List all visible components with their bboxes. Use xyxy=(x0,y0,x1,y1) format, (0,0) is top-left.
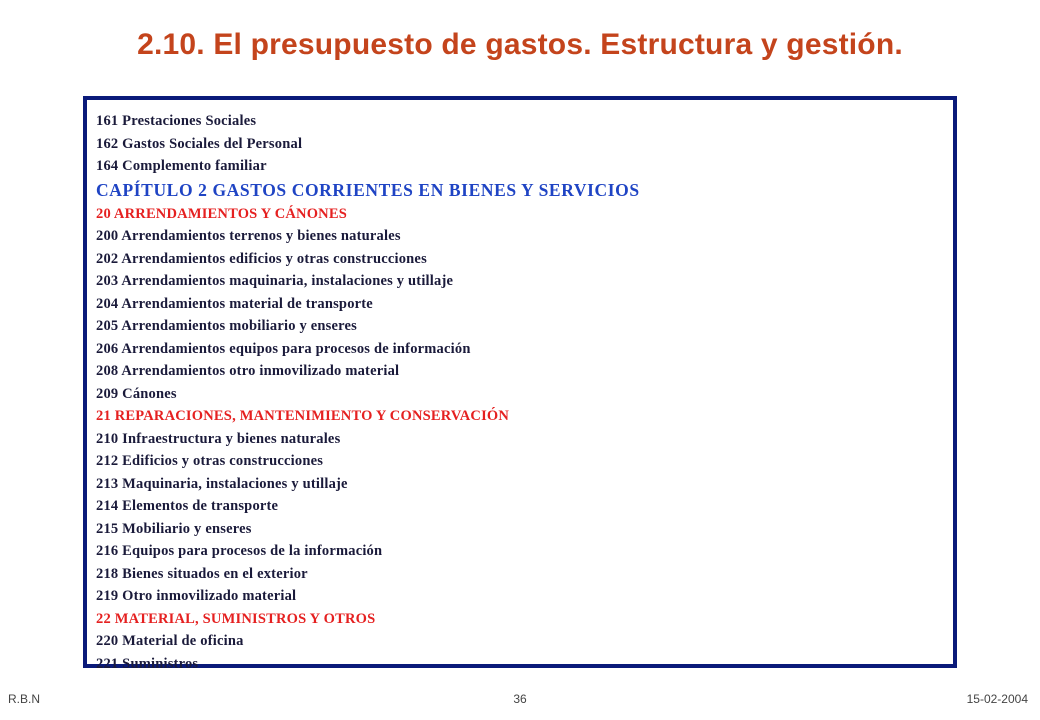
budget-line-item: 221 Suministros xyxy=(96,655,199,672)
budget-line-item: 208 Arrendamientos otro inmovilizado material xyxy=(96,363,400,379)
budget-line-item: 212 Edificios y otras construcciones xyxy=(96,453,324,469)
budget-line-item: 214 Elementos de transporte xyxy=(96,498,279,514)
budget-line-item: 162 Gastos Sociales del Personal xyxy=(96,135,303,152)
budget-line-item: 203 Arrendamientos maquinaria, instalaciones y utillaje xyxy=(96,273,454,289)
budget-line-item: 200 Arrendamientos terrenos y bienes naturales xyxy=(96,228,401,244)
budget-line-item: 161 Prestaciones Sociales xyxy=(96,113,257,129)
slide-title: 2.10. El presupuesto de gastos. Estructura y gestión. xyxy=(137,28,903,61)
budget-line-item: 216 Equipos para procesos de la información xyxy=(96,543,383,559)
budget-line-item: 220 Material de oficina xyxy=(96,633,244,649)
budget-list-box xyxy=(83,96,957,672)
section-heading: 21 REPARACIONES, MANTENIMIENTO Y CONSERVACIÓN xyxy=(96,408,510,424)
footer-author: R.B.N xyxy=(8,692,41,706)
budget-line-item: 213 Maquinaria, instalaciones y utillaje xyxy=(96,475,348,492)
budget-line-item: 204 Arrendamientos material de transporte xyxy=(96,295,373,312)
footer-page-number: 36 xyxy=(513,692,527,706)
chapter-heading: CAPÍTULO 2 GASTOS CORRIENTES EN BIENES Y SERVICIOS xyxy=(96,179,640,200)
budget-line-item: 202 Arrendamientos edificios y otras construcciones xyxy=(96,250,427,267)
section-heading: 22 MATERIAL, SUMINISTROS Y OTROS xyxy=(96,610,376,627)
budget-line-item: 219 Otro inmovilizado material xyxy=(96,588,297,604)
budget-line-item: 205 Arrendamientos mobiliario y enseres xyxy=(96,318,357,334)
budget-line-item: 164 Complemento familiar xyxy=(96,158,267,174)
budget-line-item: 210 Infraestructura y bienes naturales xyxy=(96,430,341,447)
budget-line-item: 218 Bienes situados en el exterior xyxy=(96,565,308,582)
budget-lines xyxy=(96,110,945,675)
budget-line-item: 206 Arrendamientos equipos para procesos de información xyxy=(96,340,471,357)
budget-line-item: 215 Mobiliario y enseres xyxy=(96,520,252,537)
section-heading: 20 ARRENDAMIENTOS Y CÁNONES xyxy=(96,205,347,222)
footer-date: 15-02-2004 xyxy=(966,692,1028,706)
budget-line-item: 209 Cánones xyxy=(96,385,177,402)
